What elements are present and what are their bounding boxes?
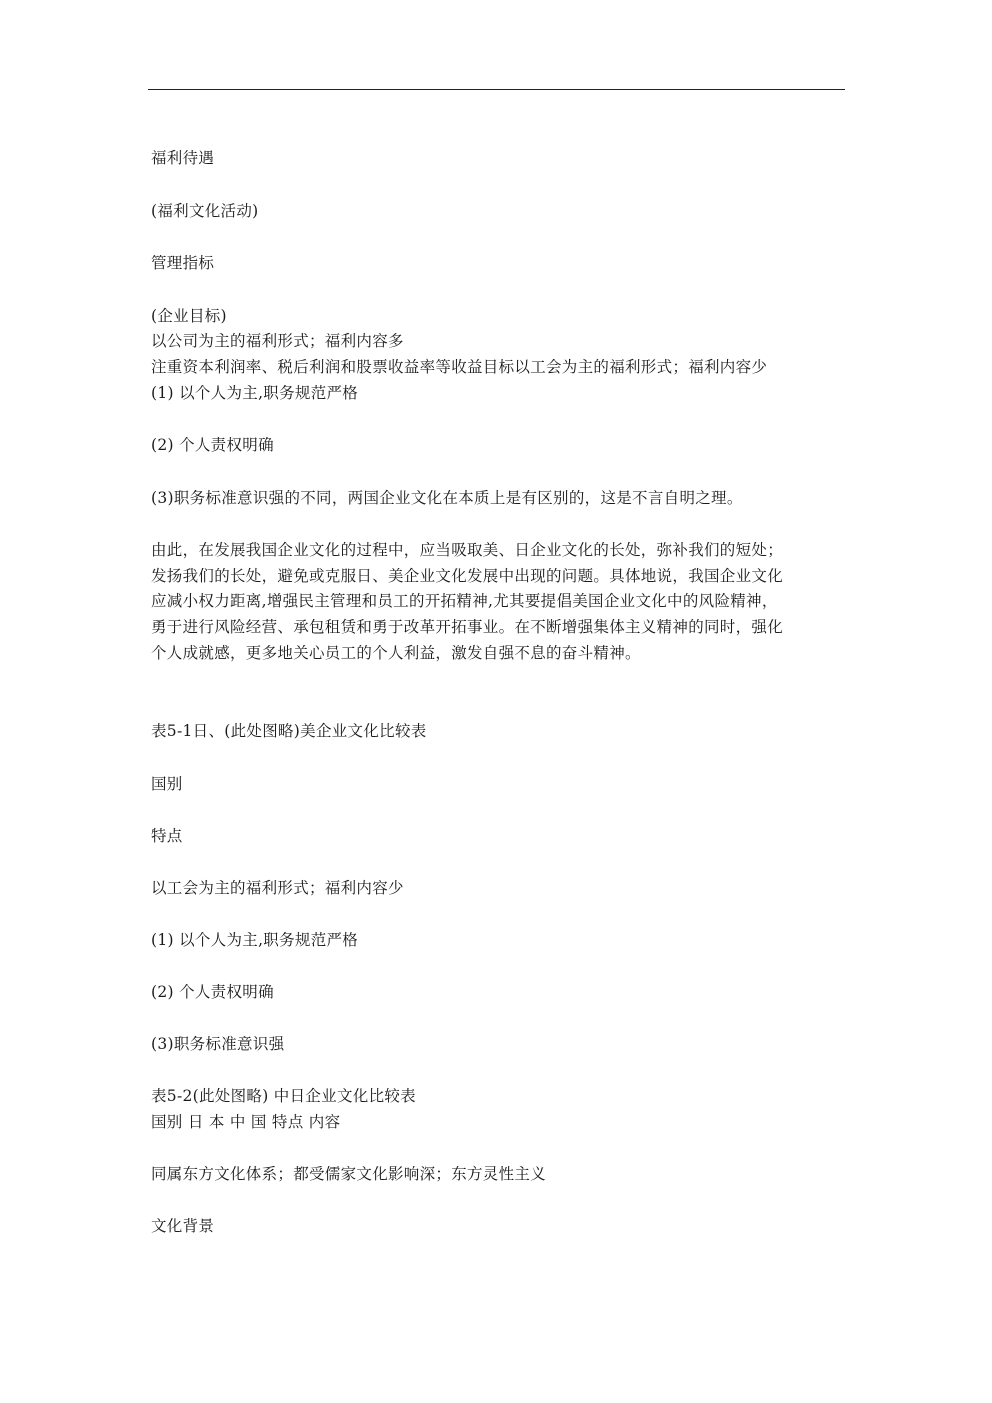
text-line-welfare: 福利待遇 — [151, 149, 215, 167]
text-line-item-1: (1) 以个人为主,职务规范严格 — [151, 384, 359, 402]
text-line-welfare-activities: (福利文化活动) — [151, 202, 259, 220]
text-line-item-2: (2) 个人责权明确 — [151, 436, 274, 454]
paragraph-line: 应减小权力距离,增强民主管理和员工的开拓精神,尤其要提倡美国企业文化中的风险精神， — [151, 592, 778, 611]
paragraph-line: 勇于进行风险经营、承包租赁和勇于改革开拓事业。在不断增强集体主义精神的同时，强化 — [151, 618, 784, 637]
text-line-features: 特点 — [151, 827, 183, 845]
text-line-cultural-background: 文化背景 — [151, 1217, 215, 1235]
text-line-item-2b: (2) 个人责权明确 — [151, 983, 274, 1001]
table-caption-5-1: 表5-1日、(此处图略)美企业文化比较表 — [151, 722, 427, 740]
header-rule — [148, 89, 845, 90]
paragraph-line: 发扬我们的长处，避免或克服日、美企业文化发展中出现的问题。具体地说，我国企业文化 — [151, 566, 784, 585]
text-line-union-welfare: 以工会为主的福利形式；福利内容少 — [151, 879, 404, 897]
text-line-item-3: (3)职务标准意识强的不同，两国企业文化在本质上是有区别的，这是不言自明之理。 — [151, 489, 743, 507]
text-line-management-indicators: 管理指标 — [151, 254, 215, 272]
text-line-cultural-system: 同属东方文化体系；都受儒家文化影响深；东方灵性主义 — [151, 1165, 547, 1183]
text-line-item-3b: (3)职务标准意识强 — [151, 1035, 285, 1053]
text-line-enterprise-goals: (企业目标) — [151, 307, 227, 325]
text-line-item-1b: (1) 以个人为主,职务规范严格 — [151, 931, 359, 949]
table-caption-5-2: 表5-2(此处图略) 中日企业文化比较表 — [151, 1087, 416, 1105]
paragraph-line: 个人成就感，更多地关心员工的个人利益，激发自强不息的奋斗精神。 — [151, 643, 641, 662]
text-line-capital-profit: 注重资本利润率、税后利润和股票收益率等收益目标以工会为主的福利形式；福利内容少 — [151, 358, 768, 376]
body-paragraph — [151, 538, 845, 667]
table-header-row: 国别 日 本 中 国 特点 内容 — [151, 1113, 341, 1131]
text-line-company-welfare: 以公司为主的福利形式；福利内容多 — [151, 332, 404, 350]
paragraph-line: 由此，在发展我国企业文化的过程中，应当吸取美、日企业文化的长处，弥补我们的短处； — [151, 541, 784, 559]
text-line-country: 国别 — [151, 775, 183, 793]
